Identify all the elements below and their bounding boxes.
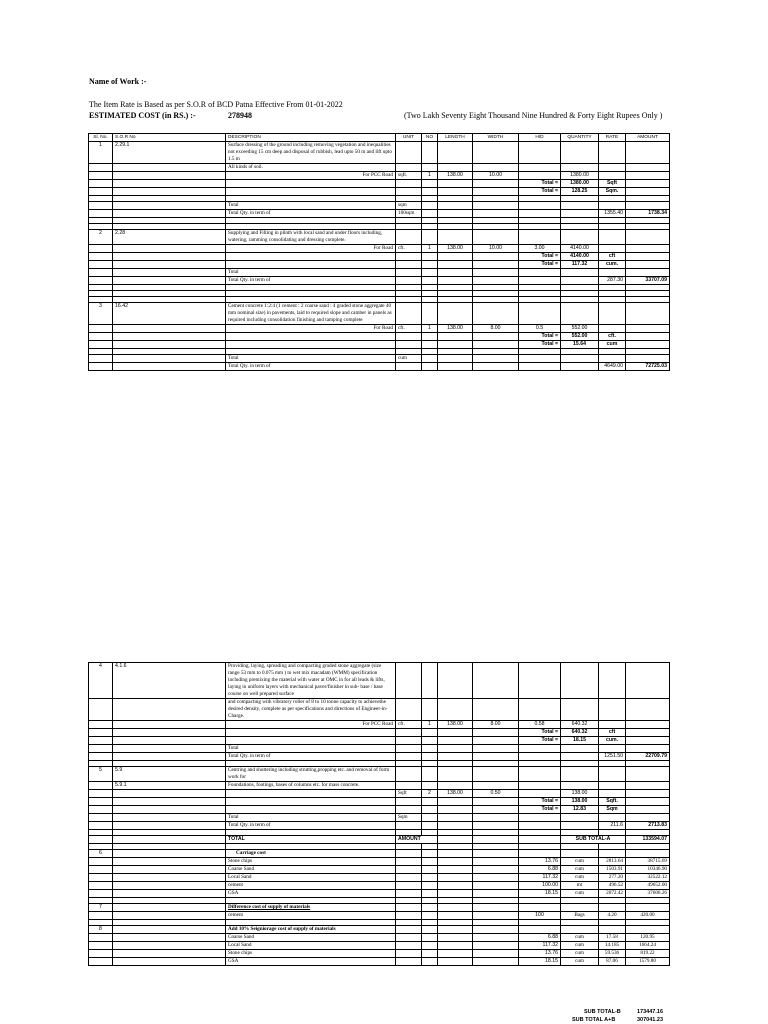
item-rate: 1355.40 [599,210,626,218]
item-unit: Sqft [396,790,422,798]
material-name: Coarse Sand [226,934,396,942]
item-amount: 2713.83 [626,822,670,830]
material-amount: 1664.24 [626,942,670,950]
item-sl: 7 [89,904,113,912]
item-amount: 33707.09 [626,277,670,285]
table-row [89,904,670,912]
item-length: 138.00 [438,790,473,798]
item-hd: 0.58 [519,721,561,729]
material-quantity: 100.00 [519,882,561,890]
table-row [89,874,670,882]
estimated-cost-value: 278948 [228,111,252,120]
table-row [89,882,670,890]
material-amount: 37606.26 [626,890,670,898]
item-amount: 72725.03 [626,363,670,371]
total-label: Total [226,814,396,822]
table-row [89,950,670,958]
item-total-unit: Sqm [396,814,422,822]
item-sor: 16.42 [113,303,226,325]
total-eq-label: Total = [519,729,561,737]
table-row [89,355,670,363]
total-qty-label: Total Qty. in term of [226,822,396,830]
material-rate: 87.06 [599,958,626,966]
item-width: 0.50 [473,790,519,798]
table-row [89,210,670,218]
item-description-continued: Foundations, footings, bases of columns etc. for mass concrete. [226,782,396,790]
item-length: 138.00 [438,721,473,729]
material-rate: 496.52 [599,882,626,890]
total-eq-label: Total = [519,253,561,261]
table-row [89,858,670,866]
table-row [89,202,670,210]
total-eq-label: Total = [519,180,561,188]
item-no: 1 [422,721,438,729]
material-unit: cum [561,958,599,966]
table-row [89,926,670,934]
item-converted-unit: cum [599,341,626,349]
item-converted-unit: Sqm [599,806,626,814]
col-hd: H/D [519,134,561,142]
col-length: LENGTH [438,134,473,142]
item-converted-quantity: 117.32 [561,261,599,269]
item-sor: 2.29.1 [113,142,226,164]
total-eq-label: Total = [519,798,561,806]
col-quantity: QUANTITY [561,134,599,142]
table-row [89,729,670,737]
item-sl: 2 [89,230,113,245]
item-total-quantity: 1380.00 [561,180,599,188]
item-rate: 1251.50 [599,753,626,761]
table-row [89,699,670,721]
table-row [89,745,670,753]
total-qty-label: Total Qty. in term of [226,277,396,285]
item-rate: 287.30 [599,277,626,285]
material-quantity: 13.76 [519,950,561,958]
table-row [89,188,670,196]
table-row [89,303,670,325]
item-length: 138.00 [438,172,473,180]
item-no: 1 [422,245,438,253]
total-eq-label: Total = [519,261,561,269]
item-sl: 8 [89,926,113,934]
material-unit: cum [561,950,599,958]
item-subdescription: All kinds of soil. [226,164,396,172]
table-row [89,782,670,790]
material-amount: 420.00 [626,912,670,920]
total-qty-label: Total Qty. in term of [226,363,396,371]
col-width: WIDTH [473,134,519,142]
section-title: Carriage cost [226,850,396,858]
material-name: Local Sand [226,942,396,950]
item-width: 8.00 [473,721,519,729]
material-quantity: 13.76 [519,858,561,866]
item-total-unit: Sqft [599,180,626,188]
table-row [89,934,670,942]
item-unit: cft. [396,325,422,333]
table-row [89,341,670,349]
material-amount: 1579.80 [626,958,670,966]
item-description: Centring and shuttering including strutting,propping etc. and removal of form work for [226,767,396,782]
total-eq-label: Total = [519,737,561,745]
table-row [89,333,670,341]
material-unit: cum [561,866,599,874]
section-title: Difference cost of supply of materials [226,904,396,912]
item-unit: cft. [396,721,422,729]
material-rate: 2072.42 [599,890,626,898]
material-rate: 277.20 [599,874,626,882]
material-amount: 120.95 [626,934,670,942]
subtotal-b-label: SUB TOTAL-B [584,1009,621,1015]
item-total-quantity: 552.00 [561,333,599,341]
item-sl: 6 [89,850,113,858]
table-row [89,269,670,277]
table-row [89,253,670,261]
table-row [89,277,670,285]
item-unit: sqft. [396,172,422,180]
item-total-unit: Sqft. [599,798,626,806]
total-eq-label: Total = [519,806,561,814]
item-hd: 3.00 [519,245,561,253]
rate-basis-note: The Item Rate is Based as per S.O.R of BCD Patna Effective From 01-01-2022 [89,100,343,109]
item-sor: 4.1.6 [113,663,226,699]
material-quantity: 117.32 [519,942,561,950]
material-unit: cum [561,942,599,950]
item-total-quantity: 138.00 [561,798,599,806]
item-sl: 1 [89,142,113,164]
total-label: Total [226,202,396,210]
material-rate: 4.20 [599,912,626,920]
material-unit: Bags [561,912,599,920]
material-rate: 59.536 [599,950,626,958]
item-for-label: For Road [226,245,396,253]
column-header-row [89,134,670,142]
item-converted-quantity: 15.64 [561,341,599,349]
item-converted-quantity: 18.15 [561,737,599,745]
table-row [89,164,670,172]
table-row [89,325,670,333]
material-quantity: 6.88 [519,866,561,874]
col-rate: RATE [599,134,626,142]
table-row [89,767,670,782]
item-for-label: For PCC Road [226,172,396,180]
material-rate: 2813.64 [599,858,626,866]
item-description: Providing, laying, spreading and compacting graded stone aggregate (size range 53 mm to 0.075 mm ) to wet mix macadam (WMM) specification including premixing the material with water at OMC in for all leads & lifts, laying in uniform layers with mechanical paver/finisher in sub- base / base course on well prepared surface [226,663,396,699]
table-row [89,721,670,729]
name-of-work-label: Name of Work :- [89,77,147,86]
item-total-unit: cft [599,729,626,737]
item-sl: 5 [89,767,113,782]
material-name: Local Sand [226,874,396,882]
item-total-unit: cum [396,355,422,363]
estimate-table-upper [88,133,670,371]
table-row [89,142,670,164]
material-unit: cum [561,890,599,898]
material-amount: 49652.00 [626,882,670,890]
table-row [89,798,670,806]
item-description: Supplying and Filling in plinth with local sand and under floors including, watering, ramming consolidating and dressing complete. [226,230,396,245]
estimated-cost-label: ESTIMATED COST (in RS.) :- [89,111,196,120]
total-qty-label: Total Qty. in term of [226,753,396,761]
item-description: Surface dressing of the ground including removing vegetation and inequalities not exceeding 15 cm deep and disposal of rubbish, lead upto 50 m and lift upto 1.5 m [226,142,396,164]
item-total-quantity: 640.32 [561,729,599,737]
item-quantity: 138.00 [561,790,599,798]
item-total-unit: cft. [599,333,626,341]
item-no: 1 [422,325,438,333]
material-name: cement [226,912,396,920]
material-unit: cum [561,858,599,866]
table-row [89,663,670,699]
table-row [89,912,670,920]
item-length: 138.00 [438,325,473,333]
item-no: 1 [422,172,438,180]
table-row [89,737,670,745]
item-length: 138.00 [438,245,473,253]
table-row [89,180,670,188]
col-sor: S.O.R No [113,134,226,142]
material-amount: 38715.69 [626,858,670,866]
subtotal-b-value: 173447.16 [637,1009,663,1015]
table-row [89,958,670,966]
amount-column-label: AMOUNT [396,836,438,844]
subtotal-ab-label: SUB TOTAL A+B [572,1017,616,1023]
material-unit: mt [561,882,599,890]
material-amount: 819.22 [626,950,670,958]
col-sl: Sl. No. [89,134,113,142]
col-no: NO [422,134,438,142]
total-label: Total [226,355,396,363]
material-quantity: 117.32 [519,874,561,882]
table-row [89,850,670,858]
material-quantity: 6.88 [519,934,561,942]
table-row [89,790,670,798]
table-row [89,230,670,245]
item-for-label: For PCC Road [226,721,396,729]
total-label: Total [226,269,396,277]
material-unit: cum [561,874,599,882]
total-eq-label: Total = [519,341,561,349]
table-row [89,814,670,822]
item-sl: 4 [89,663,113,699]
table-row [89,245,670,253]
item-quantity: 640.32 [561,721,599,729]
item-hd: 0.5 [519,325,561,333]
item-total-unit: sqm [396,202,422,210]
material-name: GSA [226,958,396,966]
material-amount: 32522.12 [626,874,670,882]
item-amount: 1738.34 [626,210,670,218]
item-rate: 4649.00 [599,363,626,371]
item-converted-unit: Sqm. [599,188,626,196]
item-sor-sub: 5.9.1 [113,782,226,790]
subtotal-ab-value: 307041.23 [637,1017,663,1023]
table-row [89,806,670,814]
item-rate: 211.6 [599,822,626,830]
item-quantity: 552.00 [561,325,599,333]
material-amount: 10346.90 [626,866,670,874]
total-eq-label: Total = [519,333,561,341]
subtotal-a-label: SUB TOTAL-A [561,836,626,844]
item-quantity: 1380.00 [561,172,599,180]
total-qty-label: Total Qty. in term of [226,210,396,218]
item-quantity: 4140.00 [561,245,599,253]
item-sl: 3 [89,303,113,325]
table-row [89,363,670,371]
table-row [89,822,670,830]
item-width: 10.00 [473,245,519,253]
table-row [89,261,670,269]
material-name: GSA [226,890,396,898]
item-converted-quantity: 128.25 [561,188,599,196]
material-quantity: 100 [519,912,561,920]
item-converted-quantity: 12.83 [561,806,599,814]
item-amount: 22709.79 [626,753,670,761]
item-sor: 2.28 [113,230,226,245]
item-unit: cft. [396,245,422,253]
item-sor: 5.9 [113,767,226,782]
estimate-table-lower [88,662,670,966]
subtotal-a-value: 133594.07 [626,836,670,844]
item-description: Cement concrete 1:2:4 (1 cement : 2 coarse sand : 4 graded stone aggregate 40 mm nominal size) in pavements, laid to required slope and camber in panels as required including consolidation finishing and tamping complete [226,303,396,325]
material-name: cement [226,882,396,890]
col-description: DESCRIPTION [226,134,396,142]
material-name: Coarse Sand [226,866,396,874]
subtotal-a-row [89,836,670,844]
material-rate: 14.185 [599,942,626,950]
material-unit: cum [561,934,599,942]
item-total-quantity: 4140.00 [561,253,599,261]
grand-total-label: TOTAL [226,836,396,844]
col-unit: UNIT [396,134,422,142]
total-eq-label: Total = [519,188,561,196]
table-row [89,172,670,180]
item-width: 8.00 [473,325,519,333]
material-rate: 17.58 [599,934,626,942]
item-converted-unit: cum. [599,737,626,745]
item-qty-unit: 100sqm [396,210,422,218]
item-total-unit: cft [599,253,626,261]
total-label: Total [226,745,396,753]
table-row [89,890,670,898]
table-row [89,942,670,950]
table-row [89,753,670,761]
table-row [89,866,670,874]
material-quantity: 18.15 [519,958,561,966]
section-title: Add 10% Seigniorage cost of supply of materials [226,926,396,934]
material-quantity: 18.15 [519,890,561,898]
material-name: Stone chips [226,858,396,866]
material-name: Stone chips [226,950,396,958]
item-converted-unit: cum. [599,261,626,269]
item-no: 2 [422,790,438,798]
item-description-continued: and compacting with vibratory roller of 8 to 10 tonne capacity to achievethe desired density, complete as per specifications and directions of Engineer-in-Charge. [226,699,396,721]
col-amount: AMOUNT [626,134,670,142]
item-width: 10.00 [473,172,519,180]
item-for-label: For Road [226,325,396,333]
material-rate: 1503.91 [599,866,626,874]
amount-in-words: (Two Lakh Seventy Eight Thousand Nine Hundred & Forty Eight Rupees Only ) [404,111,663,120]
